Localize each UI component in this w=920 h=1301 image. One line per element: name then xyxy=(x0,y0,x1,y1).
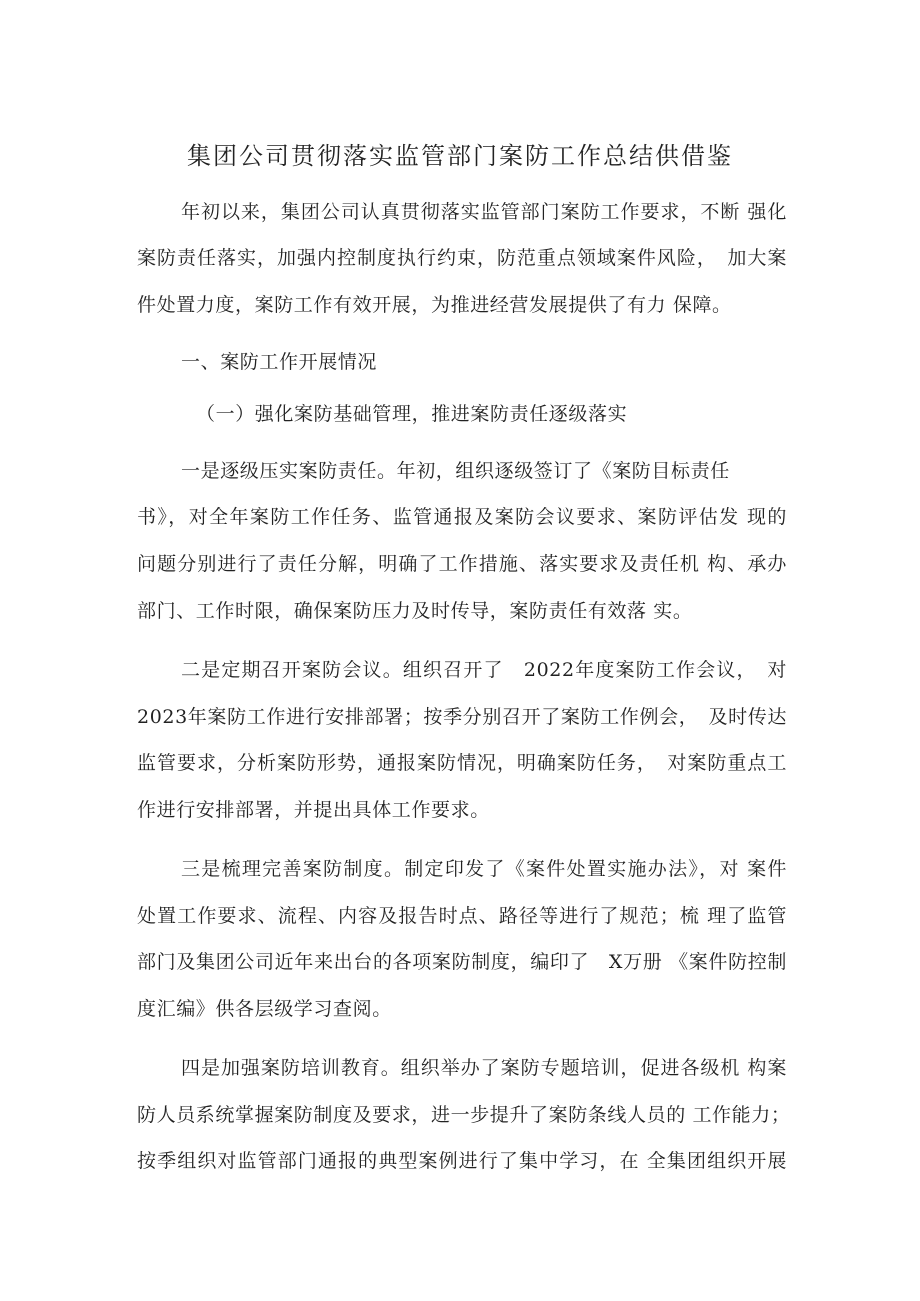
paragraph-line: 书》，对全年案防工作任务、监管通报及案防会议要求、案防评估发 现的 xyxy=(137,506,787,528)
paragraph-line: 年初以来，集团公司认真贯彻落实监管部门案防工作要求，不断 强化 xyxy=(181,201,787,223)
paragraph-line: 案防责任落实，加强内控制度执行约束，防范重点领域案件风险， 加大案 xyxy=(137,247,787,269)
paragraph-line: 四是加强案防培训教育。组织举办了案防专题培训，促进各级机 构案 xyxy=(181,1057,787,1079)
paragraph-line: 件处置力度，案防工作有效开展，为推进经营发展提供了有力 保障。 xyxy=(137,294,732,316)
paragraph-line: 度汇编》供各层级学习查阅。 xyxy=(137,998,392,1020)
paragraph-line: 二是定期召开案防会议。组织召开了 2022年度案防工作会议， 对 xyxy=(181,659,787,681)
document-title: 集团公司贯彻落实监管部门案防工作总结供借鉴 xyxy=(187,142,733,170)
subsection-heading: （一）强化案防基础管理，推进案防责任逐级落实 xyxy=(196,403,628,425)
paragraph-line: 按季组织对监管部门通报的典型案例进行了集中学习，在 全集团组织开展 xyxy=(137,1150,787,1172)
paragraph-line: 处置工作要求、流程、内容及报告时点、路径等进行了规范；梳 理了监管 xyxy=(137,905,787,927)
paragraph-line: 三是梳理完善案防制度。制定印发了《案件处置实施办法》，对 案件 xyxy=(181,858,787,880)
paragraph-line: 作进行安排部署，并提出具体工作要求。 xyxy=(137,799,490,821)
paragraph-line: 部门、工作时限，确保案防压力及时传导，案防责任有效落 实。 xyxy=(137,600,693,622)
paragraph-line: 2023年案防工作进行安排部署；按季分别召开了案防工作例会， 及时传达 xyxy=(137,706,787,728)
paragraph-line: 问题分别进行了责任分解，明确了工作措施、落实要求及责任机 构、承办 xyxy=(137,553,787,575)
paragraph-line: 监管要求，分析案防形势，通报案防情况，明确案防任务， 对案防重点工 xyxy=(137,752,787,774)
paragraph-line: 部门及集团公司近年来出台的各项案防制度，编印了 X万册 《案件防控制 xyxy=(137,951,787,973)
section-heading: 一、案防工作开展情况 xyxy=(181,351,378,373)
paragraph-line: 一是逐级压实案防责任。年初，组织逐级签订了《案防目标责任 xyxy=(181,460,730,482)
paragraph-line: 防人员系统掌握案防制度及要求，进一步提升了案防条线人员的 工作能力； xyxy=(137,1104,791,1126)
